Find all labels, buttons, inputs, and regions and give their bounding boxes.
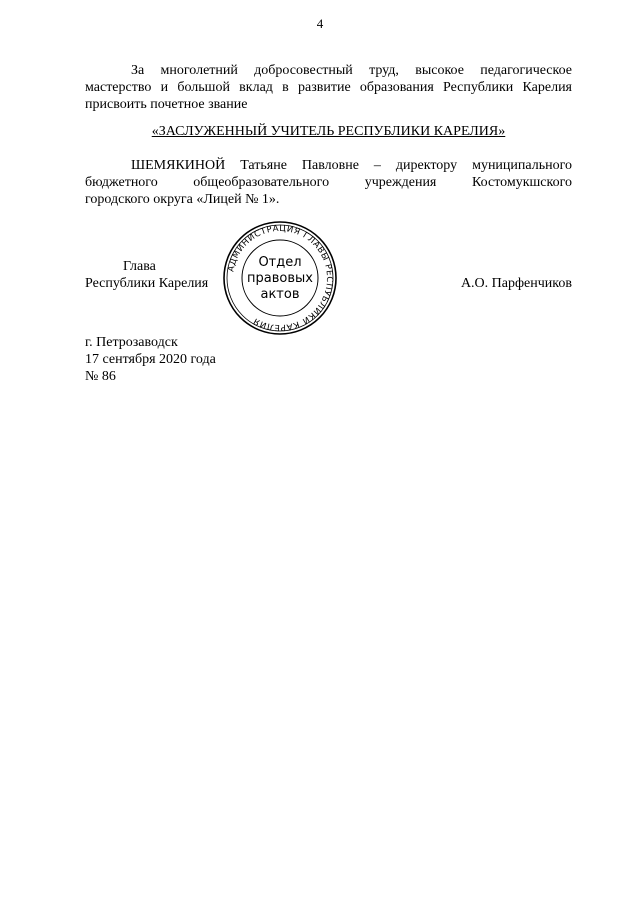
footer-number: № 86 [85,369,116,384]
document-footer [85,334,216,385]
footer-date: 17 сентября 2020 года [85,352,216,367]
signatory-position-line-2: Республики Карелия [85,276,209,291]
awardee-line-2: бюджетного общеобразовательного учреждения Костомукшского [85,175,572,190]
awardee-line-3: городского округа «Лицей № 1». [85,192,280,207]
stamp-ring-text-path: АДМИНИСТРАЦИЯ ГЛАВЫ РЕСПУБЛИКИ КАРЕЛИЯ [226,223,335,333]
signatory-name: А.О. Парфенчиков [460,276,572,291]
intro-line-1: За многолетний добросовестный труд, высокое педагогическое [131,63,572,78]
footer-city: г. Петрозаводск [85,335,178,350]
signatory-position [85,258,208,292]
intro-line-3: присвоить почетное звание [85,97,248,112]
stamp-center-line-1: Отдел [258,255,302,270]
awardee-line-1: ШЕМЯКИНОЙ Татьяне Павловне – директору муниципального [131,158,572,173]
intro-line-2: мастерство и большой вклад в развитие образования Республики Карелия [85,80,572,95]
stamp-center-line-2: правовых [247,271,313,286]
stamp-center-line-3: актов [260,287,300,302]
intro-paragraph [85,62,572,113]
page-number: 4 [316,16,324,31]
official-stamp [220,218,340,338]
awardee-paragraph [85,157,572,208]
honorary-title: «ЗАСЛУЖЕННЫЙ УЧИТЕЛЬ РЕСПУБЛИКИ КАРЕЛИЯ» [151,124,506,139]
signatory-position-line-1: Глава [123,259,156,274]
